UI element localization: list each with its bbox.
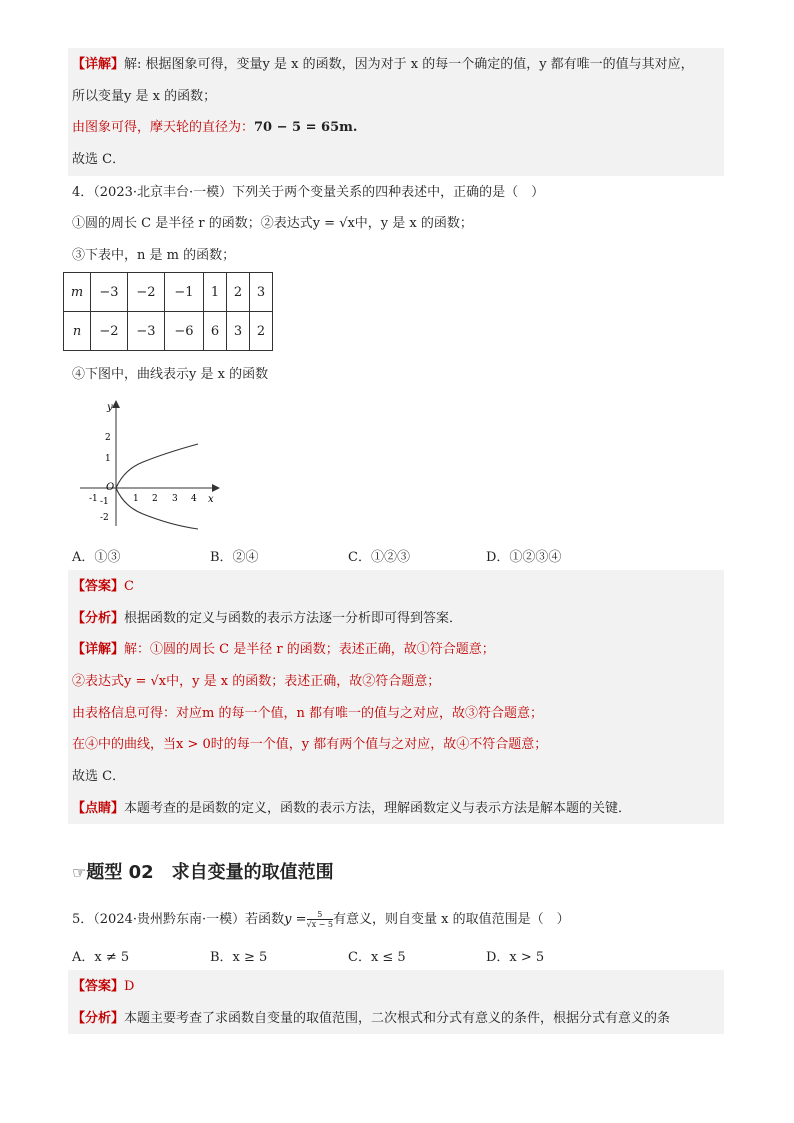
option-d: D．①②③④ bbox=[486, 550, 562, 565]
answer-block-q4 bbox=[68, 570, 724, 824]
table-cell: n bbox=[64, 312, 91, 351]
table-cell: −2 bbox=[91, 312, 128, 351]
table-cell: −6 bbox=[165, 312, 204, 351]
q4-statement-4: ④下图中，曲线表示y 是 x 的函数 bbox=[72, 367, 269, 382]
analysis-line bbox=[72, 610, 462, 628]
y-axis-label: y bbox=[107, 402, 113, 413]
table-cell: 2 bbox=[227, 273, 250, 312]
y-tick-label: -1 bbox=[100, 497, 109, 507]
option-c: C．①②③ bbox=[348, 550, 410, 565]
mn-table bbox=[63, 272, 273, 351]
analysis-tag: 【分析】 bbox=[72, 611, 125, 626]
section-title: 题型 02 求自变量的取值范围 bbox=[86, 862, 334, 883]
x-tick-label: -1 bbox=[89, 494, 98, 504]
curve-upper bbox=[116, 444, 198, 488]
parabola-graph bbox=[78, 398, 228, 532]
section-heading bbox=[72, 858, 334, 884]
detail-line-3: 由表格信息可得：对应m 的每一个值，n 都有唯一的值与之对应，故③符合题意； bbox=[72, 706, 543, 721]
table-cell: 3 bbox=[250, 273, 273, 312]
dianjing-text: 本题考查的是函数的定义，函数的表示方法，理解函数定义与表示方法是解本题的关键． bbox=[124, 801, 632, 816]
answer-line-q5 bbox=[72, 978, 134, 996]
detail-tag: 【详解】 bbox=[72, 642, 125, 657]
math-lhs: y = bbox=[284, 912, 307, 927]
answer-tag: 【答案】 bbox=[72, 579, 125, 594]
text: 由图象可得，摩天轮的直径为： bbox=[72, 120, 255, 135]
table-cell: −3 bbox=[128, 312, 165, 351]
answer-value: C bbox=[124, 579, 134, 594]
table-cell: 2 bbox=[250, 312, 273, 351]
detail-text: 解：①圆的周长 C 是半径 r 的函数；表述正确，故①符合题意； bbox=[124, 642, 495, 657]
analysis-tag: 【分析】 bbox=[72, 1011, 125, 1026]
dianjing-line bbox=[72, 800, 631, 818]
q5-stem bbox=[72, 910, 570, 929]
table-cell: 3 bbox=[227, 312, 250, 351]
x-tick-label: 1 bbox=[133, 494, 139, 504]
pointing-hand-icon: ☞ bbox=[72, 863, 87, 882]
xiangjie-tag: 【详解】 bbox=[72, 57, 125, 72]
q5-option-c: C．x ≤ 5 bbox=[348, 950, 406, 965]
q5-option-b: B．x ≥ 5 bbox=[210, 950, 268, 965]
analysis-text: 本题主要考查了求函数自变量的取值范围，二次根式和分式有意义的条件，根据分式有意义的条 bbox=[124, 1011, 671, 1026]
detail-line-1 bbox=[72, 641, 495, 659]
text: 有意义，则自变量 x 的取值范围是（ ） bbox=[333, 912, 570, 927]
text: 解: 根据图象可得，变量y 是 x 的函数，因为对于 x 的每一个确定的值，y 都有唯一的值与其对应， bbox=[124, 57, 694, 72]
q4-stem: 4．（2023·北京丰台·一模）下列关于两个变量关系的四种表述中，正确的是（ ） bbox=[72, 185, 545, 200]
x-tick-label: 4 bbox=[191, 494, 197, 504]
table-cell: 6 bbox=[204, 312, 227, 351]
option-b: B．②④ bbox=[210, 550, 259, 565]
xiangjie-line-2: 所以变量y 是 x 的函数； bbox=[72, 89, 217, 104]
diameter-formula: 70 − 5 = 65m. bbox=[254, 120, 358, 135]
table-cell: m bbox=[64, 273, 91, 312]
x-tick-label: 2 bbox=[152, 494, 158, 504]
x-tick-label: 3 bbox=[172, 494, 178, 504]
answer-value: D bbox=[124, 979, 135, 994]
xiangjie-line-1 bbox=[72, 56, 694, 74]
q5-option-a: A．x ≠ 5 bbox=[72, 950, 130, 965]
dianjing-tag: 【点睛】 bbox=[72, 801, 125, 816]
table-row bbox=[64, 273, 273, 312]
table-cell: −3 bbox=[91, 273, 128, 312]
q5-option-d: D．x > 5 bbox=[486, 950, 545, 965]
detail-line-2: ②表达式y = √x中，y 是 x 的函数；表述正确，故②符合题意； bbox=[72, 674, 441, 689]
fraction-denominator: √x − 5 bbox=[306, 920, 333, 929]
q4-statement-3: ③下表中，n 是 m 的函数； bbox=[72, 248, 236, 263]
table-cell: 1 bbox=[204, 273, 227, 312]
table-cell: −2 bbox=[128, 273, 165, 312]
y-tick-label: -2 bbox=[100, 513, 109, 523]
option-a: A．①③ bbox=[72, 550, 121, 565]
table-row bbox=[64, 312, 273, 351]
fraction bbox=[307, 910, 334, 929]
analysis-text: 根据函数的定义与函数的表示方法逐一分析即可得到答案． bbox=[124, 611, 463, 626]
fraction-numerator: 5 bbox=[307, 910, 334, 920]
detail-line-4: 在④中的曲线，当x > 0时的每一个值，y 都有两个值与之对应，故④不符合题意； bbox=[72, 737, 548, 752]
answer-line bbox=[72, 578, 134, 596]
table-cell: −1 bbox=[165, 273, 204, 312]
y-tick-label: 1 bbox=[105, 454, 111, 464]
text: 5．（2024·贵州黔东南·一模）若函数 bbox=[72, 912, 285, 927]
xiangjie-line-3 bbox=[72, 119, 357, 137]
analysis-line-q5 bbox=[72, 1010, 670, 1028]
answer-tag: 【答案】 bbox=[72, 979, 125, 994]
x-axis-label: x bbox=[208, 494, 214, 505]
origin-label: O bbox=[106, 482, 115, 493]
xiangjie-line-4: 故选 C． bbox=[72, 152, 126, 167]
y-tick-label: 2 bbox=[105, 433, 111, 443]
detail-line-5: 故选 C． bbox=[72, 769, 126, 784]
q4-statement-1-2: ①圆的周长 C 是半径 r 的函数；②表达式y = √x中，y 是 x 的函数； bbox=[72, 216, 473, 231]
